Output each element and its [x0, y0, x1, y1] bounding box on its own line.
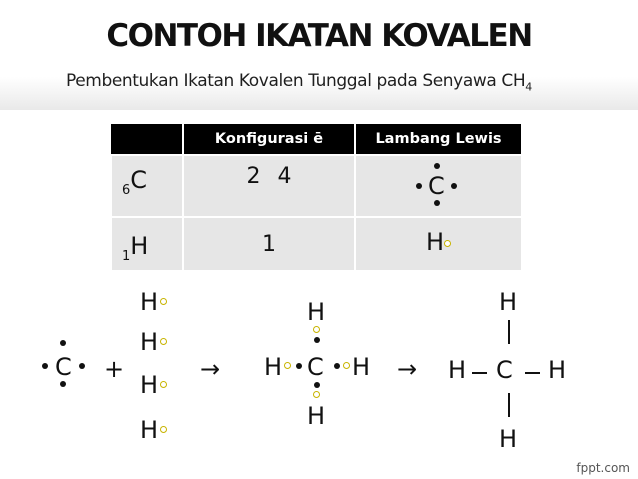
carbon-symbol: C — [496, 356, 513, 384]
header-cell-empty — [111, 124, 183, 155]
electron-dot — [79, 363, 85, 369]
slide-title: CONTOH IKATAN KOVALEN — [106, 18, 532, 54]
electron-dot — [416, 183, 422, 189]
configuration-table — [110, 124, 523, 272]
hydrogen-symbol: H — [499, 288, 518, 316]
hydrogen-symbol: H — [264, 353, 283, 381]
element-symbol: H — [130, 232, 149, 260]
electron-ring — [160, 381, 167, 388]
lewis-cell-hydrogen — [355, 217, 522, 271]
hydrogen-symbol: H — [140, 416, 159, 444]
electron-dot — [451, 183, 457, 189]
plus-sign: + — [104, 355, 125, 383]
hydrogen-symbol: H — [140, 328, 159, 356]
hydrogen-symbol: H — [307, 298, 326, 326]
slide-subtitle — [66, 71, 532, 93]
hydrogen-symbol: H — [307, 402, 326, 430]
element-hydrogen — [122, 232, 148, 264]
element-carbon — [122, 166, 147, 198]
subtitle-text: Pembentukan Ikatan Kovalen Tunggal pada Senyawa CH — [66, 71, 526, 91]
electron-dot — [314, 337, 320, 343]
electron-dot — [42, 363, 48, 369]
config-value-hydrogen: 1 — [262, 232, 276, 257]
reaction-arrow: → — [397, 355, 418, 383]
electron-dot — [296, 363, 302, 369]
lewis-cell-carbon — [355, 155, 522, 217]
electron-dot — [434, 163, 440, 169]
atomic-number: 1 — [122, 248, 131, 264]
hydrogen-symbol: H — [548, 356, 567, 384]
electron-ring — [313, 326, 320, 333]
config-cell-carbon — [183, 155, 355, 217]
electron-ring — [444, 240, 451, 247]
header-band — [0, 0, 638, 110]
element-cell-carbon — [111, 155, 183, 217]
table-row-carbon — [111, 155, 522, 217]
hydrogen-symbol: H — [140, 371, 159, 399]
carbon-symbol: C — [307, 353, 324, 381]
hydrogen-symbol: H — [448, 356, 467, 384]
footer-brand: fppt.com — [576, 461, 630, 475]
reaction-arrow: → — [200, 355, 221, 383]
carbon-symbol: C — [55, 353, 72, 381]
lewis-symbol-carbon: C — [428, 172, 445, 200]
header-cell-lewis: Lambang Lewis — [355, 124, 522, 155]
hydrogen-symbol: H — [140, 288, 159, 316]
electron-ring — [313, 391, 320, 398]
hydrogen-symbol: H — [352, 353, 371, 381]
single-bond — [508, 393, 510, 417]
single-bond — [508, 320, 510, 344]
electron-ring — [284, 362, 291, 369]
electron-ring — [160, 298, 167, 305]
electron-ring — [160, 426, 167, 433]
hydrogen-symbol: H — [499, 425, 518, 453]
table-header-row — [111, 124, 522, 155]
electron-dot — [314, 382, 320, 388]
electron-dot — [60, 381, 66, 387]
element-cell-hydrogen — [111, 217, 183, 271]
config-cell-hydrogen — [183, 217, 355, 271]
table-row-hydrogen — [111, 217, 522, 271]
single-bond — [525, 372, 540, 374]
header-cell-configuration: Konfigurasi ē — [183, 124, 355, 155]
element-symbol: C — [130, 166, 148, 194]
electron-ring — [160, 338, 167, 345]
atomic-number: 6 — [122, 182, 131, 198]
single-bond — [472, 372, 487, 374]
lewis-symbol-hydrogen: H — [426, 228, 445, 256]
subtitle-subscript: 4 — [525, 80, 532, 94]
electron-dot — [60, 340, 66, 346]
electron-dot — [434, 200, 440, 206]
config-value-carbon: 2 4 — [246, 164, 292, 189]
electron-ring — [343, 362, 350, 369]
electron-dot — [334, 363, 340, 369]
